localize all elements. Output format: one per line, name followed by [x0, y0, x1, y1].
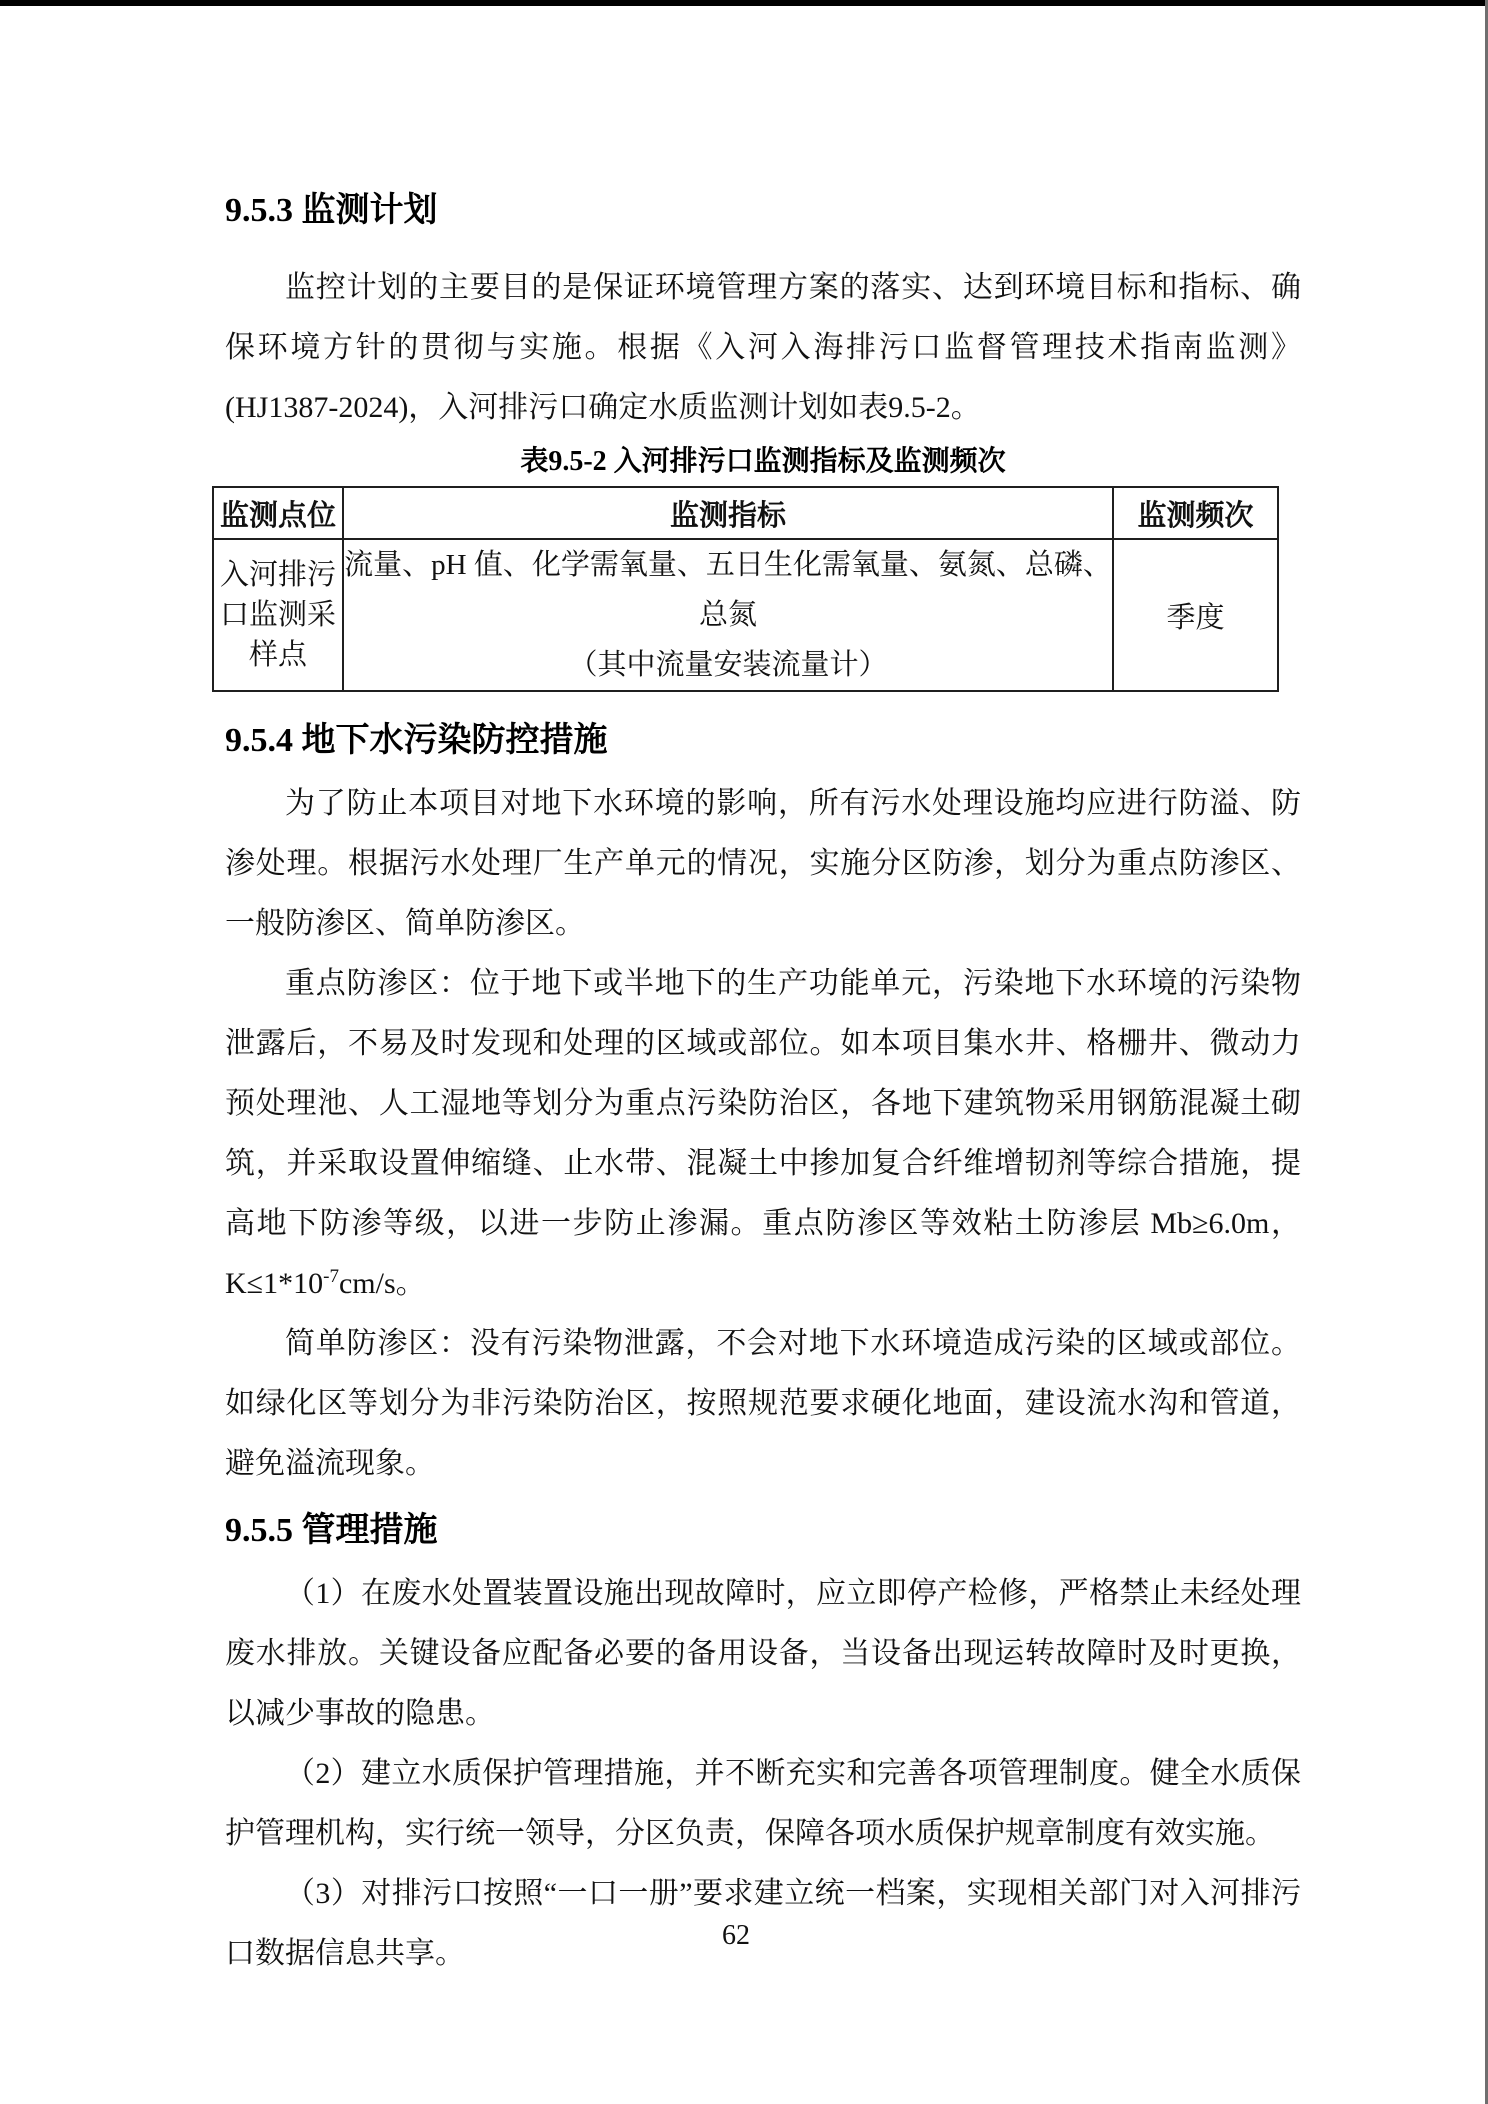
paragraph-monitoring-purpose: 监控计划的主要目的是保证环境管理方案的落实、达到环境目标和指标、确保环境方针的贯彻与实施。根据《入河入海排污口监督管理技术指南监测》(HJ1387-2024)，入河排污口确定水质监测计划如表9.5-2。 [225, 271, 1301, 424]
table-header-row [213, 487, 1278, 539]
col-header-monitoring-frequency: 监测频次 [1113, 487, 1278, 539]
document-content [219, 188, 1301, 1984]
indicators-line-1: 流量、pH 值、化学需氧量、五日生化需氧量、氨氮、总磷、总氮 [344, 549, 1112, 631]
paragraph-simple-seepage-zone: 简单防渗区：没有污染物泄露，不会对地下水环境造成污染的区域或部位。如绿化区等划分为非污染防治区，按照规范要求硬化地面，建设流水沟和管道，避免溢流现象。 [225, 1327, 1301, 1480]
paragraph-measure-3: （3）对排污口按照“一口一册”要求建立统一档案，实现相关部门对入河排污口数据信息共享。 [225, 1877, 1301, 1970]
table-row [213, 539, 1278, 691]
cell-monitoring-indicators [343, 539, 1113, 691]
cell-monitoring-point: 入河排污口监测采样点 [213, 539, 343, 691]
key-seepage-text: 重点防渗区：位于地下或半地下的生产功能单元，污染地下水环境的污染物泄露后，不易及时发现和处理的区域或部位。如本项目集水井、格栅井、微动力预处理池、人工湿地等划分为重点污染防治区，各地下建筑物采用钢筋混凝土砌筑，并采取设置伸缩缝、止水带、混凝土中掺加复合纤维增韧剂等综合措施，提高地下防渗等级，以进一步防止渗漏。重点防渗区等效粘土防渗层 Mb≥6.0m，K≤1*10 [225, 967, 1301, 1300]
monitoring-table [212, 486, 1279, 692]
page-number: 62 [722, 1920, 750, 1951]
table-caption: 表9.5-2 入河排污口监测指标及监测频次 [520, 446, 1006, 477]
section-heading-955: 9.5.5 管理措施 [225, 1512, 438, 1549]
section-heading-954: 9.5.4 地下水污染防控措施 [225, 722, 608, 759]
paragraph-key-seepage-zone [225, 954, 1301, 1314]
col-header-monitoring-point: 监测点位 [213, 487, 343, 539]
paragraph-measure-2: （2）建立水质保护管理措施，并不断充实和完善各项管理制度。健全水质保护管理机构，实行统一领导，分区负责，保障各项水质保护规章制度有效实施。 [225, 1757, 1301, 1850]
indicators-line-2: （其中流量安装流量计） [568, 649, 888, 681]
paragraph-measure-1: （1）在废水处置装置设施出现故障时，应立即停产检修，严格禁止未经处理废水排放。关键设备应配备必要的备用设备，当设备出现运转故障时及时更换，以减少事故的隐患。 [225, 1577, 1301, 1730]
col-header-monitoring-indicators: 监测指标 [343, 487, 1113, 539]
scan-edge-top [0, 0, 1488, 6]
paragraph-groundwater-intro: 为了防止本项目对地下水环境的影响，所有污水处理设施均应进行防溢、防渗处理。根据污水处理厂生产单元的情况，实施分区防渗，划分为重点防渗区、一般防渗区、简单防渗区。 [225, 787, 1301, 940]
cell-monitoring-frequency: 季度 [1113, 539, 1278, 691]
section-heading-953: 9.5.3 监测计划 [225, 192, 438, 229]
superscript-exponent: -7 [323, 1266, 339, 1287]
key-seepage-unit: cm/s。 [338, 1267, 426, 1300]
